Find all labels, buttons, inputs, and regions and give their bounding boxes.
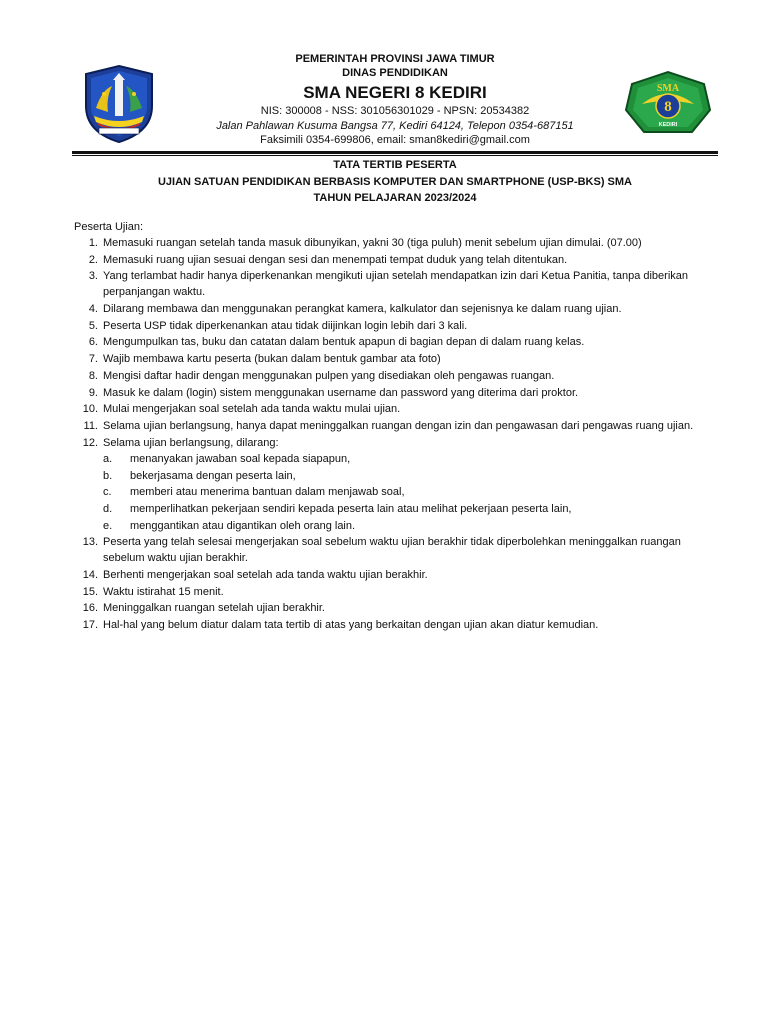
rule-item (74, 617, 724, 633)
rule-number: 1. (88, 237, 98, 249)
prohibition-text: bekerjasama dengan peserta lain, (130, 469, 296, 482)
letterhead (74, 52, 716, 152)
prohibition-item (74, 501, 724, 518)
rule-number: 15. (82, 585, 98, 598)
rule-number: 17. (82, 618, 98, 631)
rule-text: Selama ujian berlangsung, hanya dapat meninggalkan ruangan dengan izin dan pengawasan dari pengawas ruang ujian. (103, 419, 694, 432)
rule-text: Hal-hal yang belum diatur dalam tata tertib di atas yang berkaitan dengan ujian akan diatur kemudian. (103, 618, 599, 631)
prohibition-text: menggantikan atau digantikan oleh orang lain. (130, 519, 356, 532)
rule-number: 5. (88, 319, 98, 332)
rule-item (74, 318, 724, 334)
rule-number: 13. (82, 536, 98, 549)
rule-text: Memasuki ruangan setelah tanda masuk dibunyikan, yakni 30 (tiga puluh) menit sebelum ujian dimulai. (07.00) (103, 237, 642, 249)
document-title: TATA TERTIB PESERTA (333, 159, 457, 171)
rule-item (74, 368, 724, 384)
rule-text: Berhenti mengerjakan soal setelah ada tanda waktu ujian berakhir. (103, 568, 428, 581)
prohibition-letter: a. (103, 453, 113, 466)
rule-text: Waktu istirahat 15 menit. (103, 585, 224, 598)
rule-item (74, 301, 724, 317)
rule-item (74, 401, 724, 417)
rule-item (74, 351, 724, 367)
rule-text: Selama ujian berlangsung, dilarang: (103, 436, 279, 449)
prohibition-text: memberi atau menerima bantuan dalam menjawab soal, (130, 486, 405, 499)
document-subtitle: UJIAN SATUAN PENDIDIKAN BERBASIS KOMPUTER DAN SMARTPHONE (USP-BKS) SMA (157, 175, 633, 188)
rule-number: 12. (82, 436, 98, 449)
rule-text: Dilarang membawa dan menggunakan perangkat kamera, kalkulator dan sejenisnya ke dalam ruang ujian. (103, 303, 622, 316)
emblem-city: KEDIRI (658, 122, 678, 128)
prohibition-item (74, 468, 724, 485)
prohibition-letter: e. (103, 519, 113, 532)
prohibition-item (74, 518, 724, 535)
prohibitions-list (74, 451, 724, 534)
prohibition-text: menanyakan jawaban soal kepada siapapun, (130, 453, 351, 466)
rule-item (74, 385, 724, 401)
rule-number: 11. (83, 419, 98, 432)
rule-text: Meninggalkan ruangan setelah ujian berakhir. (103, 602, 325, 615)
prohibition-letter: d. (103, 503, 113, 516)
rule-item (74, 567, 724, 583)
rule-number: 2. (88, 253, 98, 266)
rule-text: Mengisi daftar hadir dengan menggunakan pulpen yang disediakan oleh pengawas ruangan. (103, 369, 555, 382)
rule-text: Mengumpulkan tas, buku dan catatan dalam bentuk apapun di bagian depan di dalam ruang kelas. (103, 336, 585, 349)
rule-text: Peserta yang telah selesai mengerjakan soal sebelum waktu ujian berakhir tidak diperbolehkan meninggalkan ruangan sebelum waktu ujian berakhir. (103, 536, 681, 565)
prohibition-item (74, 451, 724, 468)
emblem-text: SMA (656, 83, 680, 94)
document-body (74, 219, 724, 634)
rule-item (74, 252, 724, 268)
rule-item (74, 334, 724, 350)
rule-number: 4. (88, 303, 98, 316)
rule-text: Masuk ke dalam (login) sistem menggunakan username dan password yang diterima dari proktor. (103, 386, 579, 399)
agency-name: DINAS PENDIDIKAN (342, 67, 448, 79)
school-address: Jalan Pahlawan Kusuma Bangsa 77, Kediri 64124, Telepon 0354-687151 (216, 119, 574, 132)
rule-item (74, 268, 724, 300)
government-name: PEMERINTAH PROVINSI JAWA TIMUR (295, 53, 495, 65)
school-ids: NIS: 300008 - NSS: 301056301029 - NPSN: 20534382 (260, 105, 530, 117)
prohibition-text: memperlihatkan pekerjaan sendiri kepada peserta lain atau melihat pekerjaan peserta lain, (130, 503, 572, 516)
school-name: SMA NEGERI 8 KEDIRI (303, 83, 487, 102)
rules-list (74, 235, 724, 633)
rule-number: 8. (88, 369, 98, 382)
academic-year: TAHUN PELAJARAN 2023/2024 (313, 192, 477, 204)
rule-number: 16. (82, 602, 98, 615)
rule-number: 3. (88, 270, 98, 283)
emblem-number: 8 (664, 99, 672, 115)
rules-intro: Peserta Ujian: (74, 221, 144, 233)
sma-8-kediri-school-emblem-icon (622, 70, 714, 136)
document-heading (72, 157, 718, 207)
rule-item (74, 600, 724, 616)
rule-item (74, 534, 724, 566)
rule-text: Memasuki ruang ujian sesuai dengan sesi dan menempati tempat duduk yang telah ditentukan. (103, 253, 568, 266)
rule-item (74, 235, 724, 251)
rule-number: 14. (82, 568, 98, 581)
rule-number: 6. (88, 336, 98, 349)
rule-text: Wajib membawa kartu peserta (bukan dalam bentuk gambar ata foto) (103, 353, 441, 366)
rule-item (74, 435, 724, 535)
letterhead-divider (72, 151, 718, 156)
rule-number: 10. (82, 403, 98, 416)
rule-text: Peserta USP tidak diperkenankan atau tidak diijinkan login lebih dari 3 kali. (103, 319, 468, 332)
prohibition-letter: b. (103, 469, 113, 482)
rule-number: 9. (88, 386, 98, 399)
rule-number: 7. (88, 353, 98, 366)
rule-item (74, 584, 724, 600)
rule-item (74, 418, 724, 434)
rule-text: Mulai mengerjakan soal setelah ada tanda waktu mulai ujian. (103, 403, 401, 416)
school-contact: Faksimili 0354-699806, email: sman8kediri@gmail.com (260, 134, 530, 146)
prohibition-letter: c. (103, 486, 112, 499)
prohibition-item (74, 484, 724, 501)
rule-text: Yang terlambat hadir hanya diperkenankan mengikuti ujian setelah mendapatkan izin dari Ketua Panitia, tanpa diberikan perpanjangan waktu. (103, 270, 689, 299)
